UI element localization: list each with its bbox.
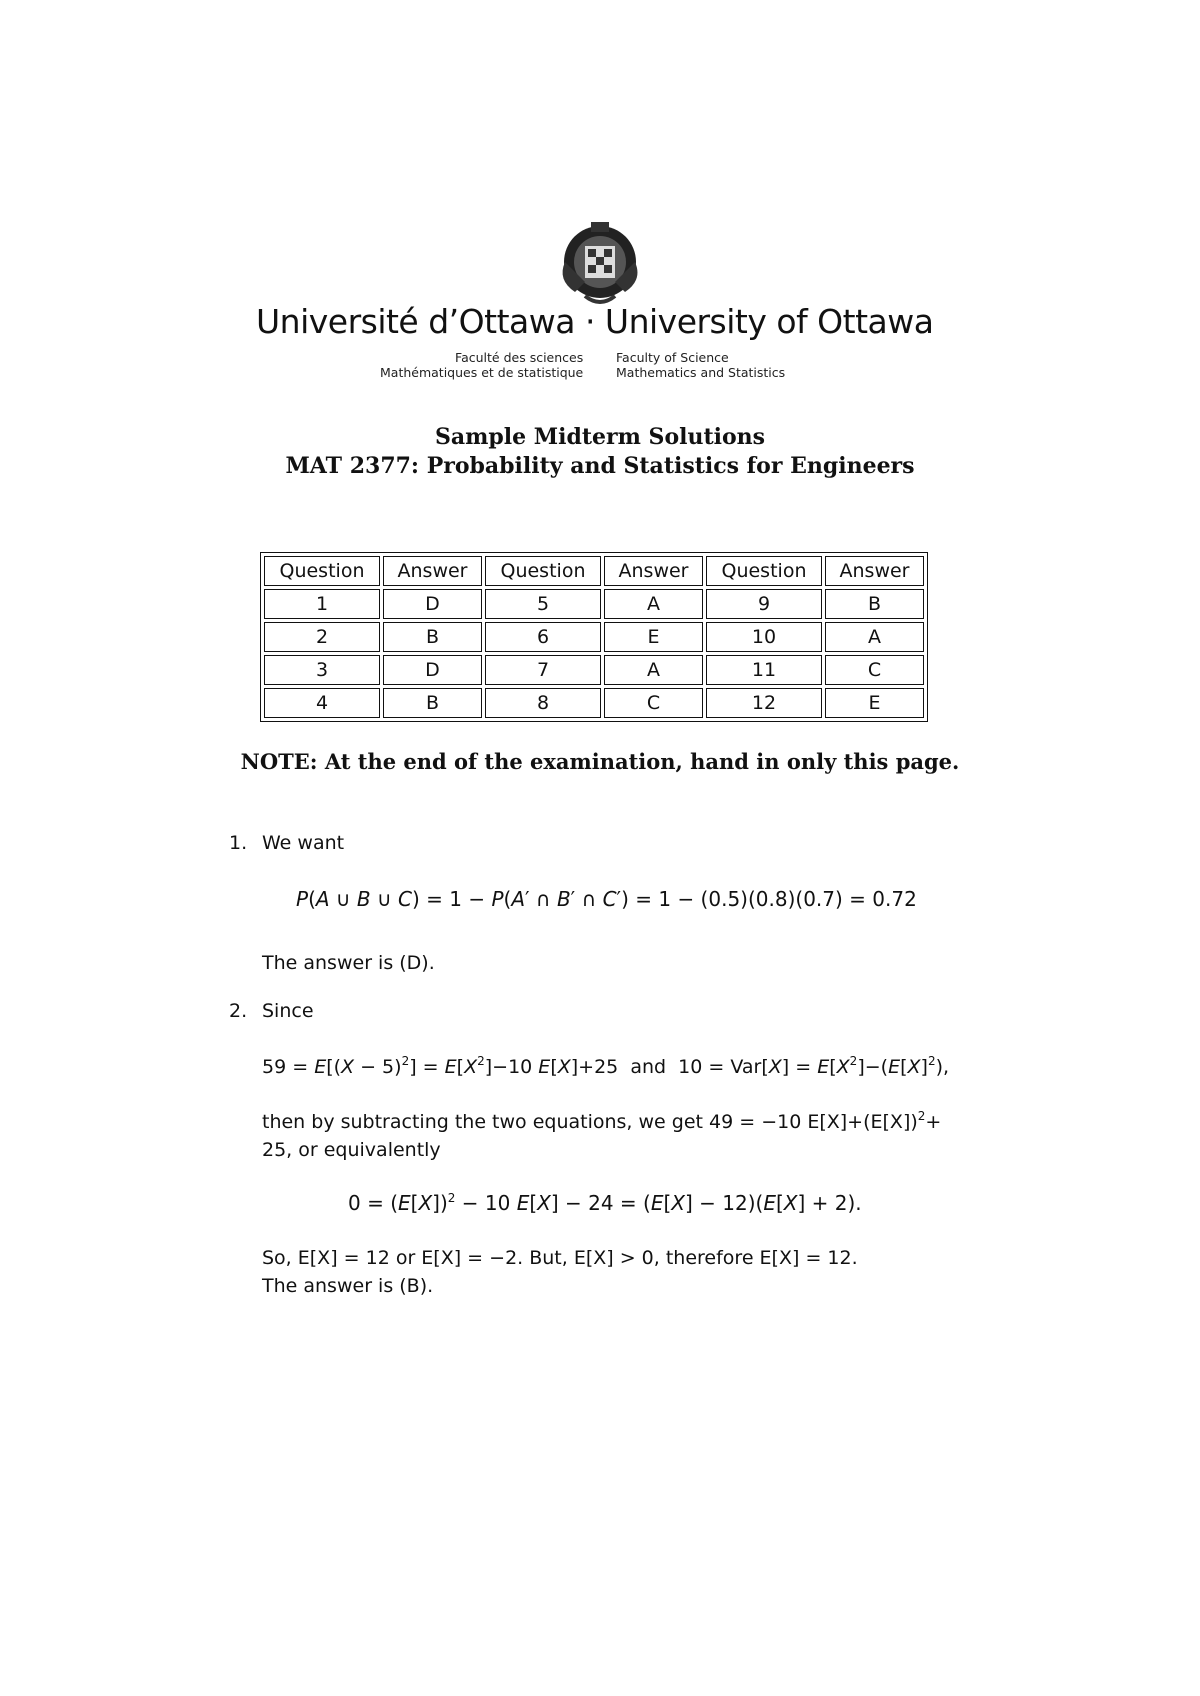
faculty-english — [616, 350, 785, 380]
q2-equations: $59 = E[(X - 5)^2] = E[X^2]-10$ E[X]+25 and $10 = Var[X] = E[X^2]-(E[X]^2)$, — [262, 1054, 950, 1078]
table-header-cell: Answer — [604, 556, 703, 586]
q2-then-text: then by subtracting the two equations, we get 49 = −10 E[X]+(E[X]) — [262, 1111, 918, 1133]
table-cell: 8 — [485, 688, 601, 718]
table-header-cell: Answer — [383, 556, 482, 586]
table-cell: 6 — [485, 622, 601, 652]
table-cell: 9 — [706, 589, 822, 619]
table-header-cell: Question — [264, 556, 380, 586]
q1-equation: P(A ∪ B ∪ C) = 1 − P(A′ ∩ B′ ∩ C′) = 1 − (0.5)(0.8)(0.7) = 0.72 — [296, 887, 917, 911]
q2-quadratic: $0 = (E[X])^2 - 10$ E[X] − 24 = (E[X] − 12)(E[X] + 2). — [348, 1191, 862, 1215]
table-cell: 2 — [264, 622, 380, 652]
q2-so-line: So, E[X] = 12 or E[X] = −2. But, E[X] > 0, therefore E[X] = 12. — [262, 1247, 858, 1269]
table-cell: 11 — [706, 655, 822, 685]
q2-then-line: then by subtracting the two equations, we get 49 = −10 $E[X]+(E[X])^2+$ — [262, 1109, 942, 1133]
table-cell: D — [383, 589, 482, 619]
table-cell: E — [825, 688, 924, 718]
document-title — [0, 423, 1200, 481]
table-cell: 12 — [706, 688, 822, 718]
title-line1: Sample Midterm Solutions — [434, 424, 766, 450]
q1-number: 1. — [229, 832, 248, 854]
faculty-fr-line1: Faculté des sciences — [455, 350, 584, 365]
table-cell: A — [604, 589, 703, 619]
q1-intro: We want — [262, 832, 345, 854]
q1-answer: The answer is (D). — [262, 952, 435, 974]
faculty-en-line1: Faculty of Science — [616, 350, 729, 365]
table-header-cell: Question — [706, 556, 822, 586]
table-header-cell: Question — [485, 556, 601, 586]
university-logo — [250, 220, 950, 390]
table-cell: C — [825, 655, 924, 685]
table-row — [264, 655, 924, 685]
table-cell: 7 — [485, 655, 601, 685]
q2-then-line2: 25, or equivalently — [262, 1139, 441, 1161]
q2-intro: Since — [262, 1000, 314, 1022]
table-row — [264, 589, 924, 619]
table-header-row — [264, 556, 924, 586]
title-line2: MAT 2377: Probability and Statistics for Engineers — [285, 453, 915, 479]
table-cell: 10 — [706, 622, 822, 652]
table-cell: 1 — [264, 589, 380, 619]
table-cell: E — [604, 622, 703, 652]
table-cell: A — [604, 655, 703, 685]
university-name: Université d’Ottawa · University of Ottawa — [256, 302, 934, 341]
table-cell: 5 — [485, 589, 601, 619]
table-cell: B — [383, 688, 482, 718]
table-cell: B — [383, 622, 482, 652]
q2-answer: The answer is (B). — [262, 1275, 434, 1297]
table-row — [264, 622, 924, 652]
table-cell: B — [825, 589, 924, 619]
table-cell: D — [383, 655, 482, 685]
table-cell: 4 — [264, 688, 380, 718]
table-cell: A — [825, 622, 924, 652]
university-crest-icon — [555, 220, 645, 310]
table-cell: C — [604, 688, 703, 718]
table-cell: 3 — [264, 655, 380, 685]
table-header-cell: Answer — [825, 556, 924, 586]
faculty-fr-line2: Mathématiques et de statistique — [380, 365, 584, 380]
table-row — [264, 688, 924, 718]
q2-number: 2. — [229, 1000, 248, 1022]
faculty-en-line2: Mathematics and Statistics — [616, 365, 786, 380]
note-text: NOTE: At the end of the examination, hand in only this page. — [240, 749, 960, 774]
faculty-french — [380, 350, 583, 380]
answer-table — [260, 552, 928, 722]
